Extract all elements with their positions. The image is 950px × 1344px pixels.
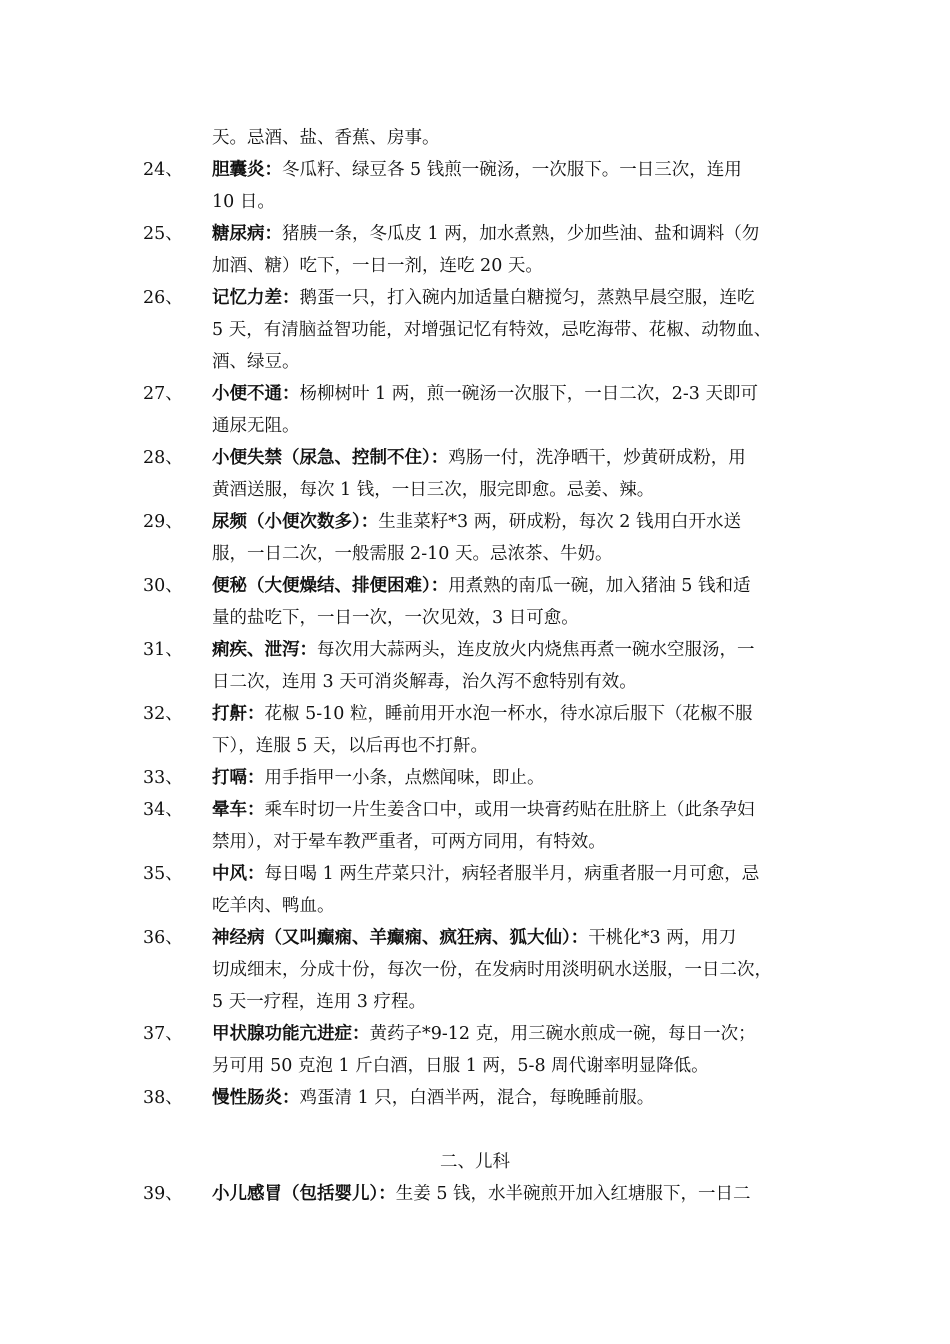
entry-title: 糖尿病： — [212, 224, 282, 244]
entry-text: 用手指甲一小条，点燃闻味，即止。 — [264, 768, 545, 788]
entry-line — [212, 282, 822, 314]
entry-line: 5 天一疗程，连用 3 疗程。 — [212, 992, 426, 1012]
entry-number: 25、 — [143, 224, 183, 244]
entry-number: 27、 — [143, 384, 183, 404]
entry-line: 10 日。 — [212, 192, 275, 212]
entry-text: 黄药子*9-12 克，用三碗水煎成一碗，每日一次； — [369, 1024, 756, 1044]
entry-title: 神经病（又叫癫痫、羊癫痫、疯狂病、狐大仙）： — [212, 928, 589, 948]
entry-number: 35、 — [143, 864, 183, 884]
entry-line: 服，一日二次，一般需服 2-10 天。忌浓茶、牛奶。 — [212, 544, 613, 564]
entry-text: 用煮熟的南瓜一碗，加入猪油 5 钱和适 — [448, 576, 751, 596]
entry-line — [212, 442, 822, 474]
entry-line — [212, 762, 822, 794]
entry-line: 黄酒送服，每次 1 钱，一日三次，服完即愈。忌姜、辣。 — [212, 480, 655, 500]
section-heading: 二、儿科 — [440, 1152, 510, 1172]
entry-title: 小便失禁（尿急、控制不住）： — [212, 448, 449, 468]
entry-text: 杨柳树叶 1 两，煎一碗汤一次服下，一日二次，2-3 天即可 — [299, 384, 759, 404]
entry-line — [212, 570, 822, 602]
entry-number: 32、 — [143, 704, 183, 724]
entry-text: 冬瓜籽、绿豆各 5 钱煎一碗汤，一次服下。一日三次，连用 — [282, 160, 742, 180]
entry-text: 每日喝 1 两生芹菜只汁，病轻者服半月，病重者服一月可愈，忌 — [264, 864, 760, 884]
entry-line — [212, 698, 822, 730]
entry-text: 干桃化*3 两，用刀 — [588, 928, 737, 948]
entry-number: 31、 — [143, 640, 183, 660]
entry-line — [212, 858, 822, 890]
entry-text: 猪胰一条，冬瓜皮 1 两，加水煮熟，少加些油、盐和调料（勿 — [282, 224, 760, 244]
entry-text: 生姜 5 钱，水半碗煎开加入红塘服下，一日二 — [395, 1184, 751, 1204]
entry-title: 记忆力差： — [212, 288, 300, 308]
entry-line — [212, 506, 822, 538]
continuation-line: 天。忌酒、盐、香蕉、房事。 — [212, 128, 440, 148]
entry-number: 34、 — [143, 800, 183, 820]
entry-line: 切成细末，分成十份，每次一份，在发病时用淡明矾水送服，一日二次， — [212, 960, 772, 980]
entry-title: 胆囊炎： — [212, 160, 282, 180]
entry-line: 日二次，连用 3 天可消炎解毒，治久泻不愈特别有效。 — [212, 672, 637, 692]
entry-line: 5 天，有清脑益智功能，对增强记忆有特效，忌吃海带、花椒、动物血、 — [212, 320, 772, 340]
entry-text: 乘车时切一片生姜含口中，或用一块膏药贴在肚脐上（此条孕妇 — [264, 800, 755, 820]
entry-line — [212, 1178, 822, 1210]
entry-line — [212, 634, 822, 666]
entry-title: 尿频（小便次数多）： — [212, 512, 379, 532]
entry-number: 29、 — [143, 512, 183, 532]
entry-number: 24、 — [143, 160, 183, 180]
entry-line — [212, 218, 822, 250]
entry-number: 37、 — [143, 1024, 183, 1044]
entry-line — [212, 1082, 822, 1114]
entry-line: 吃羊肉、鸭血。 — [212, 896, 335, 916]
entry-title: 甲状腺功能亢进症： — [212, 1024, 370, 1044]
entry-line: 通尿无阻。 — [212, 416, 300, 436]
entry-line: 酒、绿豆。 — [212, 352, 300, 372]
entry-number: 33、 — [143, 768, 183, 788]
entry-line: 另可用 50 克泡 1 斤白酒，日服 1 两，5-8 周代谢率明显降低。 — [212, 1056, 709, 1076]
entry-line — [212, 378, 822, 410]
entry-title: 晕车： — [212, 800, 265, 820]
entry-line: 禁用），对于晕车教严重者，可两方同用，有特效。 — [212, 832, 606, 852]
entry-title: 打嗝： — [212, 768, 265, 788]
entry-title: 便秘（大便燥结、排便困难）： — [212, 576, 449, 596]
entry-line: 下），连服 5 天，以后再也不打鼾。 — [212, 736, 489, 756]
entry-text: 每次用大蒜两头，连皮放火内烧焦再煮一碗水空服汤，一 — [317, 640, 755, 660]
entry-text: 鹅蛋一只，打入碗内加适量白糖搅匀，蒸熟早晨空服，连吃 — [299, 288, 755, 308]
entry-text: 生韭菜籽*3 两，研成粉，每次 2 钱用白开水送 — [378, 512, 741, 532]
entry-title: 打鼾： — [212, 704, 265, 724]
entry-title: 中风： — [212, 864, 265, 884]
entry-title: 小儿感冒（包括婴儿）： — [212, 1184, 396, 1204]
entry-title: 痢疾、泄泻： — [212, 640, 317, 660]
entry-number: 39、 — [143, 1184, 183, 1204]
entry-number: 36、 — [143, 928, 183, 948]
entry-text: 花椒 5-10 粒，睡前用开水泡一杯水，待水凉后服下（花椒不服 — [264, 704, 753, 724]
entry-number: 38、 — [143, 1088, 183, 1108]
entry-line: 量的盐吃下，一日一次，一次见效，3 日可愈。 — [212, 608, 579, 628]
entry-line — [212, 922, 822, 954]
entry-number: 30、 — [143, 576, 183, 596]
entry-text: 鸡肠一付，洗净晒干，炒黄研成粉，用 — [448, 448, 746, 468]
entry-line — [212, 154, 822, 186]
entry-number: 26、 — [143, 288, 183, 308]
entry-text: 鸡蛋清 1 只，白酒半两，混合，每晚睡前服。 — [299, 1088, 655, 1108]
entry-title: 小便不通： — [212, 384, 300, 404]
entry-line: 加酒、糖）吃下，一日一剂，连吃 20 天。 — [212, 256, 543, 276]
entry-line — [212, 1018, 822, 1050]
entry-title: 慢性肠炎： — [212, 1088, 300, 1108]
entry-line — [212, 794, 822, 826]
entry-number: 28、 — [143, 448, 183, 468]
